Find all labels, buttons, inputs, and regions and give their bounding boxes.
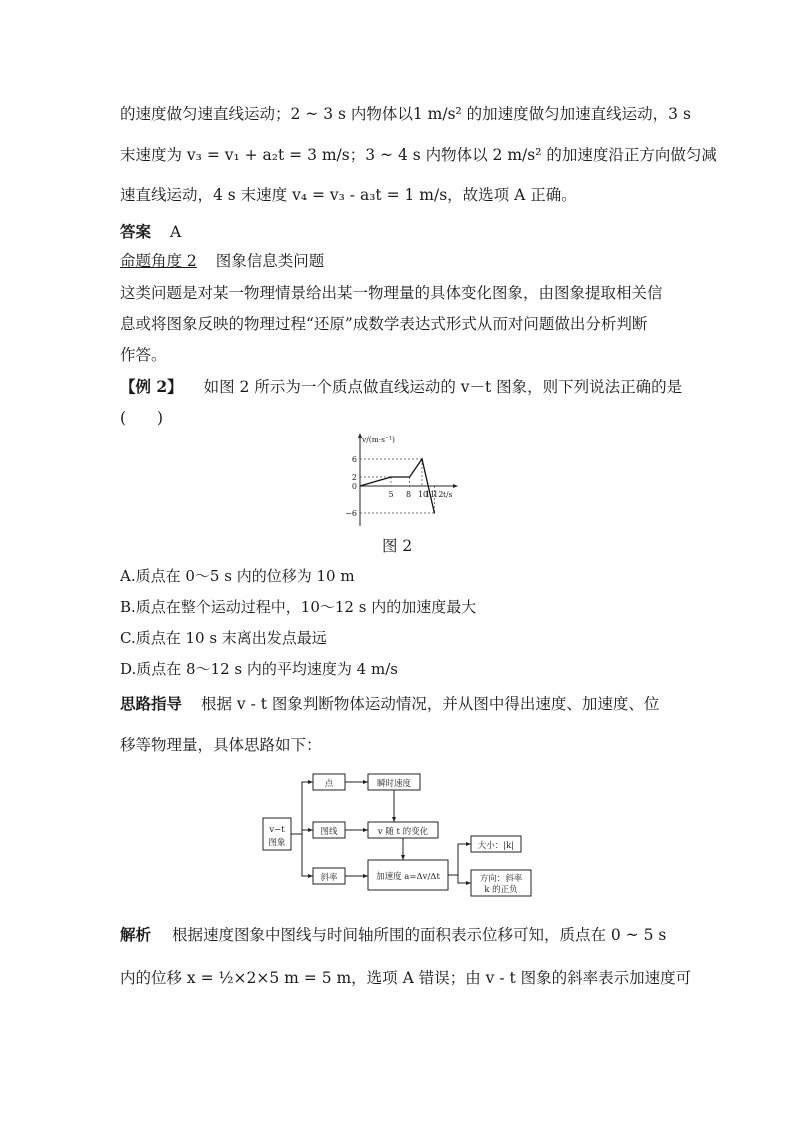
answer-value: A bbox=[169, 223, 182, 241]
para1-line3: 速直线运动，4 s 末速度 v₄ = v₃ - a₃t = 1 m/s，故选项 A 正确。 bbox=[120, 186, 577, 204]
intro-line1: 这类问题是对某一物理情景给出某一物理量的具体变化图象，由图象提取相关信 bbox=[120, 284, 663, 302]
x-tick-label: 8 bbox=[406, 490, 412, 499]
y-tick-label: 6 bbox=[351, 455, 357, 464]
flow-direction-2: k 的正负 bbox=[484, 885, 518, 895]
hint-row bbox=[120, 694, 659, 714]
option-a: A.质点在 0～5 s 内的位移为 10 m bbox=[120, 567, 355, 585]
intro-line2: 息或将图象反映的物理过程“还原”成数学表达式形式从而对问题做出分析判断 bbox=[120, 315, 648, 333]
y-tick-label: −6 bbox=[345, 509, 357, 518]
analysis-line1: 根据速度图象中图线与时间轴所围的面积表示位移可知，质点在 0 ~ 5 s bbox=[171, 926, 667, 944]
flow-point: 点 bbox=[324, 779, 334, 789]
option-b: B.质点在整个运动过程中，10～12 s 内的加速度最大 bbox=[120, 598, 477, 616]
vt-chart bbox=[330, 428, 470, 528]
flow-root-label-2: 图象 bbox=[268, 838, 286, 848]
intro-line3: 作答。 bbox=[120, 346, 167, 364]
flowchart bbox=[258, 768, 548, 898]
analysis-line2: 内的位移 x = ½×2×5 m = 5 m，选项 A 错误；由 v - t 图象的斜率表示加速度可 bbox=[120, 969, 692, 987]
topic-title: 图象信息类问题 bbox=[215, 252, 325, 270]
hint-label: 思路指导 bbox=[120, 694, 183, 713]
hint-line2: 移等物理量，具体思路如下： bbox=[120, 736, 322, 754]
option-d: D.质点在 8～12 s 内的平均速度为 4 m/s bbox=[120, 660, 398, 678]
flow-magnitude: 大小：|k| bbox=[477, 841, 515, 851]
answer-row bbox=[120, 222, 181, 242]
x-tick-label: 10 bbox=[417, 490, 429, 499]
topic-label: 命题角度 2 bbox=[120, 252, 197, 270]
y-axis-label: v/(m·s⁻¹) bbox=[362, 435, 395, 444]
data-point bbox=[434, 512, 435, 513]
data-point bbox=[390, 476, 391, 477]
data-point bbox=[409, 476, 410, 477]
example-blank: ( ) bbox=[120, 409, 164, 427]
flow-v-change: v 随 t 的变化 bbox=[377, 827, 429, 837]
x-tick-label: 5 bbox=[388, 490, 394, 499]
flow-root-label: v−t bbox=[269, 825, 285, 835]
option-c: C.质点在 10 s 末离出发点最远 bbox=[120, 629, 327, 647]
para1-line2: 末速度为 v₃ = v₁ + a₂t = 3 m/s；3 ~ 4 s 内物体以 2 m/s² 的加速度沿正方向做匀减 bbox=[120, 146, 717, 164]
x-axis-label: t/s bbox=[443, 490, 453, 499]
y-tick-label: 0 bbox=[351, 482, 357, 491]
data-point bbox=[359, 485, 360, 486]
analysis-row bbox=[120, 925, 666, 945]
example-label: 【例 2】 bbox=[120, 377, 183, 396]
hint-line1: 根据 v - t 图象判断物体运动情况，并从图中得出速度、加速度、位 bbox=[200, 695, 660, 713]
data-point bbox=[421, 458, 422, 459]
topic-row bbox=[120, 251, 324, 271]
figure-caption: 图 2 bbox=[382, 537, 413, 555]
x-axis-arrow bbox=[453, 484, 458, 488]
flow-direction-1: 方向：斜率 bbox=[479, 874, 523, 884]
para1-line1: 的速度做匀速直线运动；2 ~ 3 s 内物体以1 m/s² 的加速度做匀加速直线运动，3 s bbox=[120, 105, 691, 123]
y-tick-label: 2 bbox=[351, 473, 357, 482]
x-tick-label: 11 bbox=[425, 490, 436, 499]
flow-line: 图线 bbox=[320, 827, 338, 837]
example-text: 如图 2 所示为一个质点做直线运动的 v－t 图象，则下列说法正确的是 bbox=[203, 378, 683, 396]
answer-label: 答案 bbox=[120, 222, 152, 241]
x-tick-label: 12 bbox=[433, 490, 444, 499]
flow-slope: 斜率 bbox=[320, 873, 338, 883]
flow-accel: 加速度 a=Δv/Δt bbox=[376, 872, 440, 882]
example-row bbox=[120, 377, 682, 397]
analysis-label: 解析 bbox=[120, 925, 152, 944]
flow-instant-speed: 瞬时速度 bbox=[376, 779, 412, 789]
